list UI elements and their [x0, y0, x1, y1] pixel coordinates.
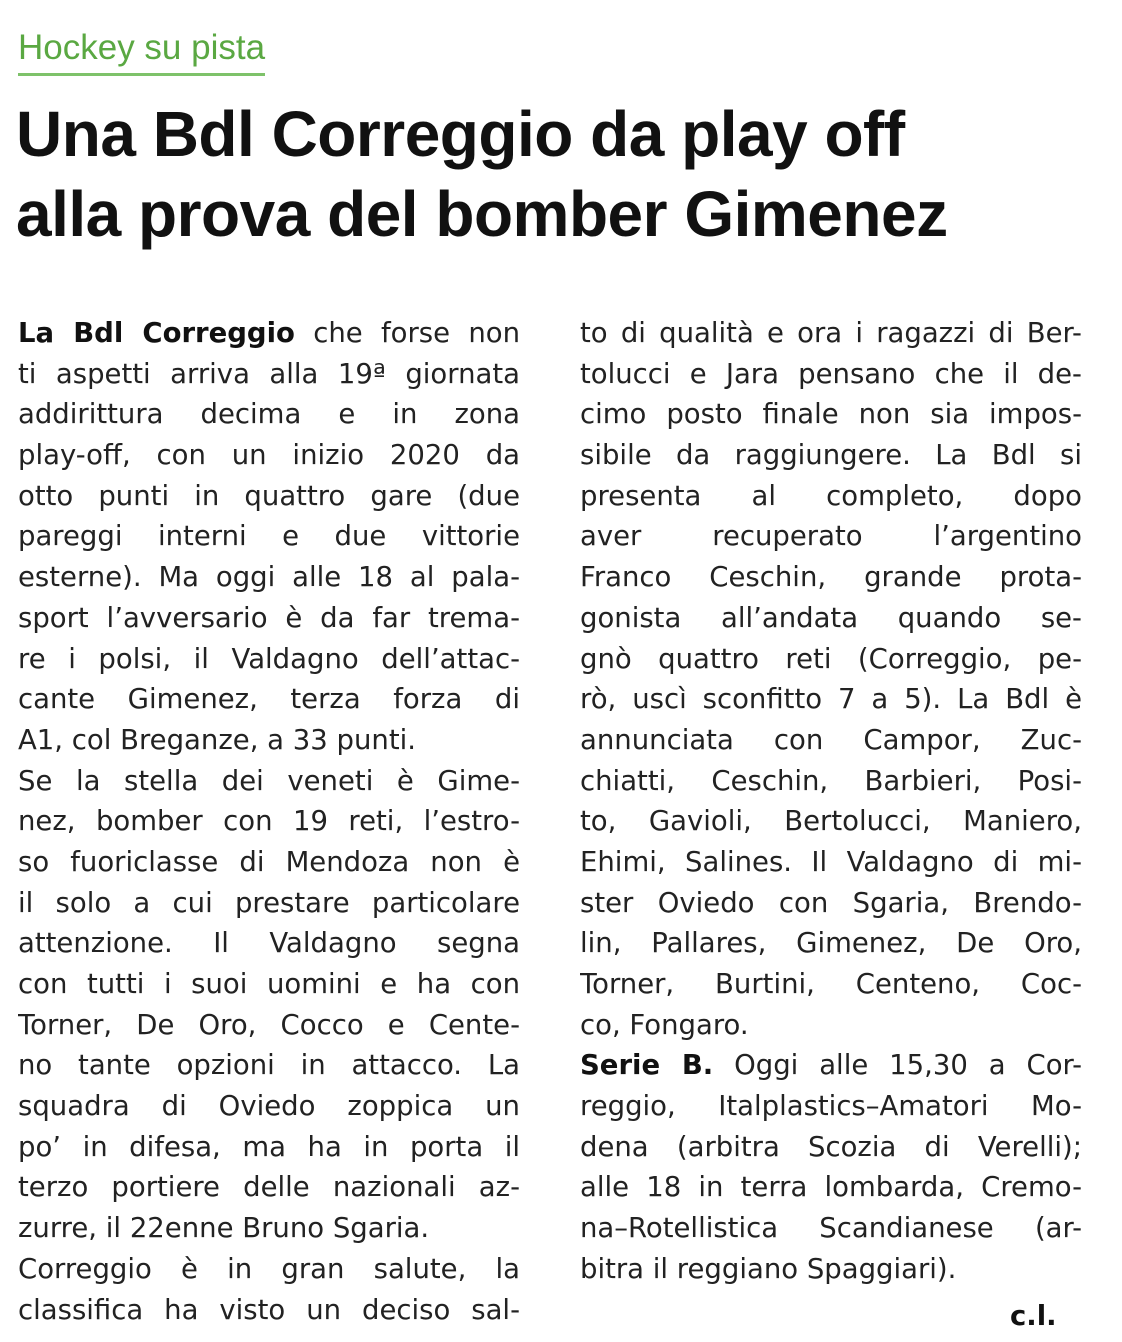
author-signature: c.l. [1010, 1300, 1057, 1332]
headline-line-1: Una Bdl Correggio da play off [16, 98, 905, 170]
text-line: so fuoriclasse di Mendoza non è [18, 845, 520, 878]
text-line: presenta al completo, dopo [580, 479, 1082, 512]
text-line: addirittura decima e in zona [18, 398, 520, 431]
text-line: bitra il reggiano Spaggiari). [580, 1252, 957, 1285]
text-line: sport l’avversario è da far trema- [18, 601, 520, 634]
text-line: attenzione. Il Valdagno segna [18, 927, 520, 960]
text-line: gnò quattro reti (Correggio, pe- [580, 642, 1082, 675]
bold-lead-in: La Bdl Correggio [18, 317, 295, 349]
text-line: zurre, il 22enne Bruno Sgaria. [18, 1212, 430, 1245]
text-line: re i polsi, il Valdagno dell’attac- [18, 642, 520, 675]
text-line: to, Gavioli, Bertolucci, Maniero, [580, 805, 1082, 838]
text-line [580, 1045, 1082, 1086]
text-line: aver recuperato l’argentino [580, 520, 1082, 553]
article-headline [16, 94, 1116, 254]
article-column-right [580, 313, 1082, 1290]
text-line: cante Gimenez, terza forza di [18, 683, 520, 716]
text-line: Franco Ceschin, grande prota- [580, 561, 1082, 594]
bold-lead-in: Serie B. [580, 1049, 714, 1082]
text-line: annunciata con Campor, Zuc- [580, 723, 1082, 756]
text-line: play-off, con un inizio 2020 da [18, 439, 520, 472]
text-line: classifica ha visto un deciso sal- [18, 1293, 520, 1326]
text-line: Torner, De Oro, Cocco e Cente- [18, 1008, 520, 1041]
text-line: Correggio è in gran salute, la [18, 1252, 520, 1285]
text-line: squadra di Oviedo zoppica un [18, 1090, 520, 1123]
text-line: ster Oviedo con Sgaria, Brendo- [580, 886, 1082, 919]
text-line: cimo posto finale non sia impos- [580, 398, 1082, 431]
text-line: dena (arbitra Scozia di Verelli); [580, 1130, 1082, 1163]
text-line: na–Rotellistica Scandianese (ar- [580, 1212, 1082, 1245]
text-line: to di qualità e ora i ragazzi di Ber- [580, 317, 1082, 349]
text-line: pareggi interni e due vittorie [18, 520, 520, 553]
text-line: po’ in difesa, ma ha in porta il [18, 1130, 520, 1163]
text-line: esterne). Ma oggi alle 18 al pala- [18, 561, 520, 594]
text-line: rò, uscì sconfitto 7 a 5). La Bdl è [580, 683, 1082, 716]
text-line: otto punti in quattro gare (due [18, 479, 520, 512]
text-line: alle 18 in terra lombarda, Cremo- [580, 1171, 1082, 1204]
text-line: sibile da raggiungere. La Bdl si [580, 439, 1082, 472]
text-line: tolucci e Jara pensano che il de- [580, 357, 1082, 390]
line-text: che forse non [294, 317, 520, 349]
text-line [18, 313, 520, 354]
text-line: terzo portiere delle nazionali az- [18, 1171, 520, 1204]
article-column-left [18, 313, 520, 1330]
text-line: il solo a cui prestare particolare [18, 886, 520, 919]
text-line: A1, col Breganze, a 33 punti. [18, 723, 416, 756]
text-line: chiatti, Ceschin, Barbieri, Posi- [580, 764, 1082, 797]
text-line: ti aspetti arriva alla 19ª giornata [18, 357, 520, 390]
line-text: Oggi alle 15,30 a Cor- [713, 1049, 1082, 1082]
text-line: Ehimi, Salines. Il Valdagno di mi- [580, 845, 1082, 878]
text-line: co, Fongaro. [580, 1008, 749, 1041]
text-line: Se la stella dei veneti è Gime- [18, 764, 520, 797]
text-line: no tante opzioni in attacco. La [18, 1049, 520, 1082]
text-line: lin, Pallares, Gimenez, De Oro, [580, 927, 1082, 960]
text-line: reggio, Italplastics–Amatori Mo- [580, 1090, 1082, 1123]
headline-line-2: alla prova del bomber Gimenez [16, 178, 948, 250]
text-line: con tutti i suoi uomini e ha con [18, 968, 520, 1000]
text-line: Torner, Burtini, Centeno, Coc- [580, 968, 1082, 1000]
text-line: gonista all’andata quando se- [580, 601, 1082, 634]
text-line: nez, bomber con 19 reti, l’estro- [18, 805, 520, 838]
section-kicker: Hockey su pista [18, 26, 265, 76]
